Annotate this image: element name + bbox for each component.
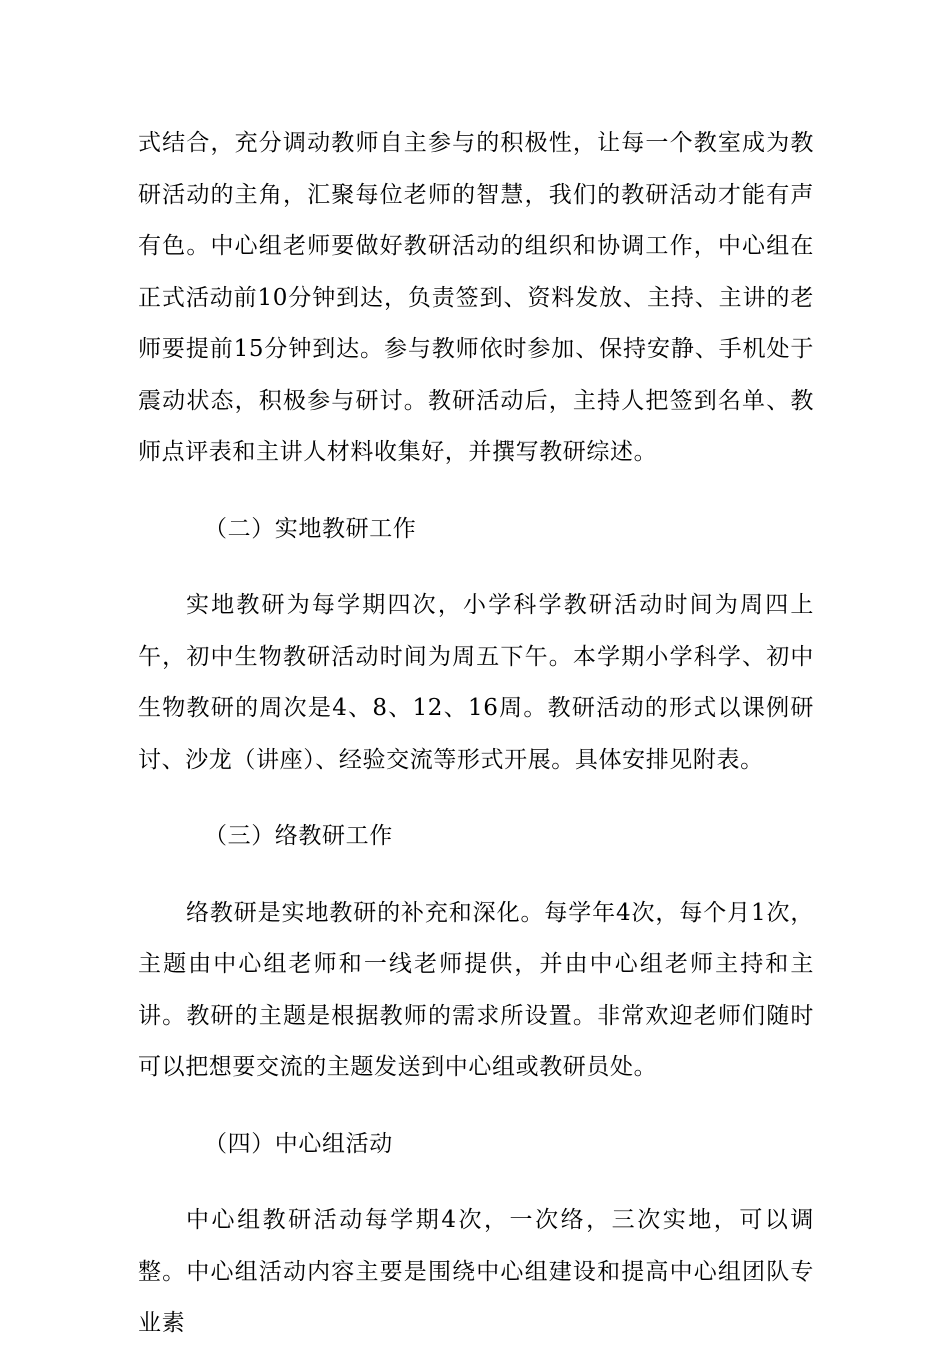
paragraph-organization: 式结合，充分调动教师自主参与的积极性，让每一个教室成为教研活动的主角，汇聚每位老师的智慧，我们的教研活动才能有声有色。中心组老师要做好教研活动的组织和协调工作，中心组在正式活动前10分钟到达，负责签到、资料发放、主持、主讲的老师要提前15分钟到达。参与教师依时参加、保持安静、手机处于震动状态，积极参与研讨。教研活动后，主持人把签到名单、教师点评表和主讲人材料收集好，并撰写教研综述。 [138, 130, 814, 465]
document-page [138, 118, 814, 1350]
section-heading-online-research: （三）络教研工作 [204, 823, 393, 849]
spacer [138, 786, 814, 811]
spacer [138, 863, 814, 888]
spacer [138, 1170, 814, 1195]
paragraph-field-research: 实地教研为每学期四次，小学科学教研活动时间为周四上午，初中生物教研活动时间为周五下午。本学期小学科学、初中生物教研的周次是4、8、12、16周。教研活动的形式以课例研讨、沙龙（讲座）、经验交流等形式开展。具体安排见附表。 [138, 592, 814, 773]
section-heading-field-research: （二）实地教研工作 [204, 515, 417, 542]
paragraph-online-research: 络教研是实地教研的补充和深化。每学年4次，每个月1次，主题由中心组老师和一线老师提供，并由中心组老师主持和主讲。教研的主题是根据教师的需求所设置。非常欢迎老师们随时可以把想要交流的主题发送到中心组或教研员处。 [138, 899, 814, 1080]
spacer [138, 555, 814, 580]
section-heading-core-group: （四）中心组活动 [204, 1130, 393, 1157]
paragraph-core-group: 中心组教研活动每学期4次，一次络，三次实地，可以调整。中心组活动内容主要是围绕中心组建设和提高中心组团队专业素 [138, 1207, 814, 1336]
spacer [138, 479, 814, 504]
spacer [138, 1094, 814, 1119]
